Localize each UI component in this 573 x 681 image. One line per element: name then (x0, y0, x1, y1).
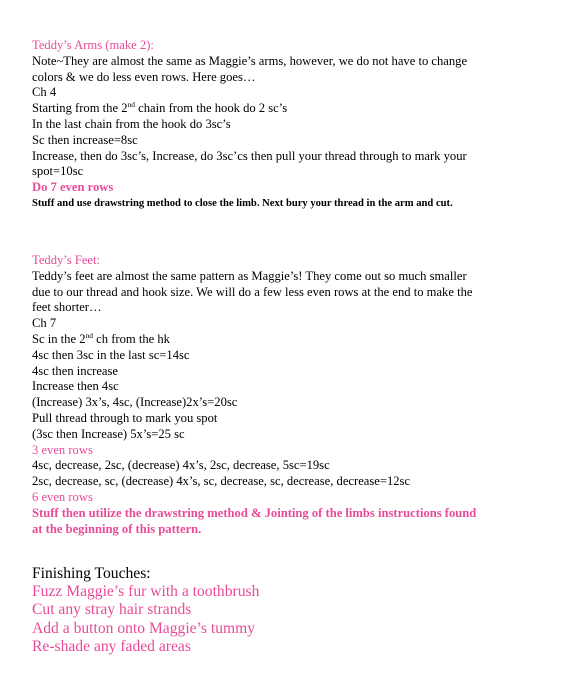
feet-row-8: 2sc, decrease, sc, (decrease) 4x’s, sc, decrease, sc, decrease, decrease=12sc (32, 474, 411, 489)
feet-row-5: Pull thread through to mark you spot (32, 410, 218, 425)
feet-row-1: 4sc then 3sc in the last sc=14sc (32, 347, 190, 362)
feet-row-4: (Increase) 3x’s, 4sc, (Increase)2x’s=20sc (32, 395, 238, 410)
feet-sc-text-end: ch from the hk (93, 331, 170, 346)
arms-stuff-instruction: Stuff and use drawstring method to close the limb. Next bury your thread in the arm and cut. (32, 197, 453, 209)
feet-sc-step (32, 332, 552, 348)
arms-start-step (32, 101, 552, 117)
feet-row-2: 4sc then increase (32, 363, 119, 378)
feet-stuff-line-2: at the beginning of this pattern. (32, 521, 202, 536)
feet-heading: Teddy’s Feet: (32, 253, 101, 267)
arms-heading: Teddy’s Arms (make 2): (32, 38, 154, 52)
feet-desc-line-1: Teddy’s feet are almost the same pattern as Maggie’s! They come out so much smaller (32, 268, 467, 283)
arms-start-superscript: nd (127, 100, 135, 110)
feet-sc-text: Sc in the 2 (32, 331, 86, 346)
arms-chain-step: Ch 4 (32, 85, 57, 100)
feet-chain-step: Ch 7 (32, 316, 57, 331)
feet-row-3: Increase then 4sc (32, 379, 119, 394)
finishing-item: Add a button onto Maggie’s tummy (32, 619, 256, 637)
arms-note-line-1: Note~They are almost the same as Maggie’s arms, however, we do not have to change (32, 53, 468, 68)
feet-row-6: (3sc then Increase) 5x’s=25 sc (32, 426, 185, 441)
feet-row-7: 4sc, decrease, 2sc, (decrease) 4x’s, 2sc, decrease, 5sc=19sc (32, 458, 330, 473)
arms-sc-increase-step: Sc then increase=8sc (32, 132, 138, 147)
feet-sc-superscript: nd (85, 330, 94, 340)
feet-section (32, 253, 552, 537)
finishing-item: Fuzz Maggie’s fur with a toothbrush (32, 583, 260, 601)
feet-stuff-line-1: Stuff then utilize the drawstring method & Jointing of the limbs instructions found (32, 505, 477, 520)
arms-increase-line-1: Increase, then do 3sc’s, Increase, do 3sc’cs then pull your thread through to mark your (32, 148, 467, 163)
arms-start-text-end: chain from the hook do 2 sc’s (135, 101, 288, 116)
arms-last-chain-step: In the last chain from the hook do 3sc’s (32, 116, 231, 131)
arms-start-text: Starting from the 2 (32, 101, 128, 116)
arms-increase-line-2: spot=10sc (32, 164, 84, 179)
finishing-heading: Finishing Touches: (32, 565, 151, 582)
finishing-section (32, 565, 552, 656)
finishing-item: Re-shade any faded areas (32, 637, 191, 655)
feet-6-even-rows: 6 even rows (32, 489, 93, 504)
arms-even-rows: Do 7 even rows (32, 180, 114, 195)
arms-section (32, 38, 552, 212)
finishing-item: Cut any stray hair strands (32, 601, 192, 619)
feet-desc-line-3: feet shorter… (32, 300, 102, 315)
arms-note-line-2: colors & we do less even rows. Here goes… (32, 69, 256, 84)
feet-desc-line-2: due to our thread and hook size. We will do a few less even rows at the end to make the (32, 284, 473, 299)
feet-3-even-rows: 3 even rows (32, 442, 93, 457)
